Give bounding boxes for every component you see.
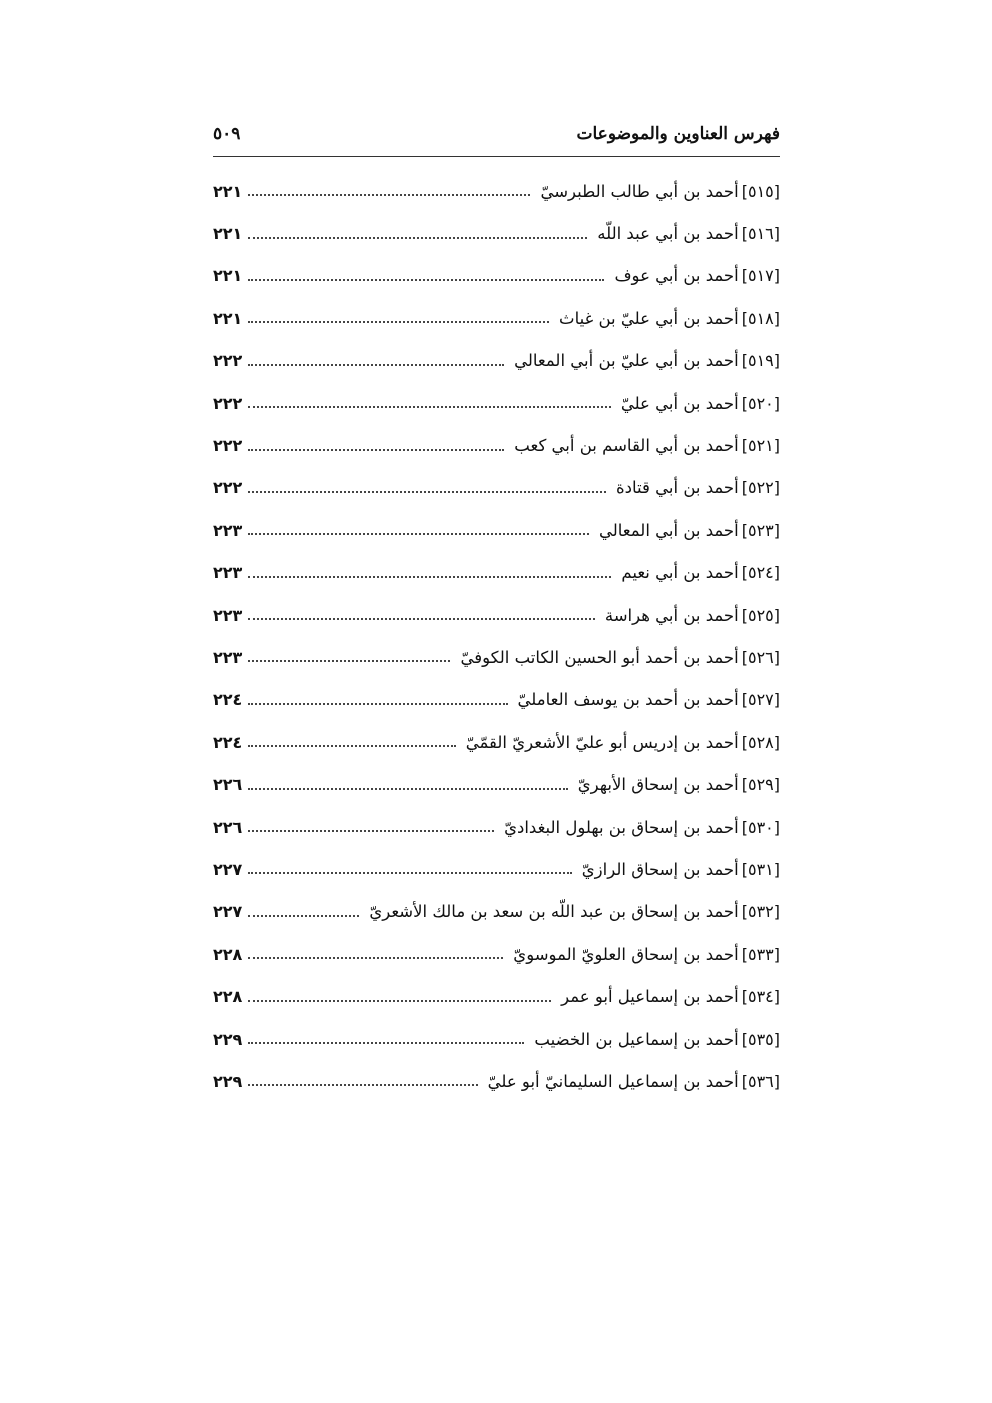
entry-title: أحمد بن أبي القاسم بن أبي كعب [514,436,739,456]
entry-page-number: ٢٢٢ [213,478,243,498]
entry-page-number: ٢٢٤ [213,732,243,752]
dot-leader [248,703,507,705]
dot-leader [248,491,606,493]
entry-page-number: ٢٢٧ [213,902,243,922]
entry-page-number: ٢٢٦ [213,775,243,795]
dot-leader [248,194,530,196]
toc-entry [213,933,780,975]
toc-entry [213,721,780,763]
entry-page-number: ٢٢١ [213,224,243,244]
dot-leader [248,618,595,620]
entry-page-number: ٢٢٣ [213,647,243,667]
dot-leader [248,1042,524,1044]
entry-number: [٥١٥] [741,181,780,201]
entry-number: [٥٣٥] [741,1029,780,1049]
entry-number: [٥٢٩] [741,775,780,795]
entry-title: أحمد بن أبي المعالي [599,520,739,540]
entry-title: أحمد بن إسحاق الأبهريّ [577,775,739,795]
entry-number: [٥٣٦] [741,1071,780,1091]
entry-page-number: ٢٢٢ [213,393,243,413]
dot-leader [248,576,611,578]
entry-title: أحمد بن أبي عليّ [620,393,739,413]
dot-leader [248,321,549,323]
entry-page-number: ٢٢٩ [213,1029,243,1049]
dot-leader [248,872,571,874]
toc-entry [213,467,780,509]
table-of-contents [213,170,780,1103]
entry-page-number: ٢٢٩ [213,1071,243,1091]
entry-title: أحمد بن أبي نعيم [621,563,739,583]
entry-title: أحمد بن إسماعيل السليمانيّ أبو عليّ [487,1071,739,1091]
entry-page-number: ٢٢١ [213,181,243,201]
entry-number: [٥٣٣] [741,944,780,964]
dot-leader [248,1000,551,1002]
entry-title: أحمد بن أبي عوف [614,266,739,286]
dot-leader [248,915,359,917]
entry-page-number: ٢٢٣ [213,563,243,583]
entry-number: [٥١٦] [741,224,780,244]
toc-entry [213,255,780,297]
toc-entry [213,679,780,721]
entry-title: أحمد بن إسحاق العلويّ الموسويّ [513,944,739,964]
toc-entry [213,552,780,594]
entry-title: أحمد بن أبي هراسة [604,605,739,625]
toc-entry [213,170,780,212]
entry-title: أحمد بن أبي عليّ بن غياث [559,308,739,328]
entry-title: أحمد بن أبي طالب الطبرسيّ [540,181,739,201]
toc-entry [213,424,780,466]
entry-title: أحمد بن أبي عليّ بن أبي المعالي [514,351,739,371]
entry-title: أحمد بن إدريس أبو عليّ الأشعريّ القمّيّ [465,732,739,752]
entry-number: [٥٢٥] [741,605,780,625]
entry-number: [٥٣٠] [741,817,780,837]
entry-number: [٥٣١] [741,859,780,879]
entry-number: [٥٢١] [741,436,780,456]
dot-leader [248,533,589,535]
entry-number: [٥٣٢] [741,902,780,922]
dot-leader [248,788,567,790]
entry-page-number: ٢٢٦ [213,817,243,837]
toc-entry [213,763,780,805]
entry-title: أحمد بن إسماعيل بن الخضيب [534,1029,739,1049]
header-divider [213,156,780,157]
toc-entry [213,382,780,424]
running-header [213,120,780,154]
entry-number: [٥٣٤] [741,987,780,1007]
toc-entry [213,1018,780,1060]
entry-page-number: ٢٢٣ [213,520,243,540]
entry-title: أحمد بن أحمد بن يوسف العامليّ [517,690,739,710]
entry-title: أحمد بن إسماعيل أبو عمر [561,987,739,1007]
entry-page-number: ٢٢٨ [213,944,243,964]
dot-leader [248,279,604,281]
dot-leader [248,957,503,959]
toc-entry [213,297,780,339]
toc-entry [213,1060,780,1102]
toc-entry [213,212,780,254]
entry-number: [٥١٧] [741,266,780,286]
toc-entry [213,636,780,678]
entry-page-number: ٢٢٨ [213,987,243,1007]
entry-number: [٥٢٢] [741,478,780,498]
entry-page-number: ٢٢٤ [213,690,243,710]
toc-entry [213,594,780,636]
toc-entry [213,806,780,848]
dot-leader [248,237,587,239]
entry-title: أحمد بن إسحاق بن بهلول البغداديّ [504,817,739,837]
header-title: فهرس العناوين والموضوعات [576,124,780,144]
entry-title: أحمد بن أبي قتادة [616,478,739,498]
entry-page-number: ٢٢١ [213,266,243,286]
entry-number: [٥٢٨] [741,732,780,752]
entry-number: [٥١٩] [741,351,780,371]
toc-entry [213,891,780,933]
entry-number: [٥٢٣] [741,520,780,540]
dot-leader [248,660,450,662]
dot-leader [248,745,455,747]
toc-entry [213,975,780,1017]
entry-title: أحمد بن أحمد أبو الحسين الكاتب الكوفيّ [460,647,739,667]
entry-title: أحمد بن أبي عبد اللّه [597,224,739,244]
entry-page-number: ٢٢٣ [213,605,243,625]
entry-page-number: ٢٢٧ [213,859,243,879]
entry-number: [٥٢٦] [741,647,780,667]
toc-entry [213,848,780,890]
dot-leader [248,830,494,832]
entry-title: أحمد بن إسحاق الرازيّ [581,859,739,879]
dot-leader [248,449,504,451]
toc-entry [213,340,780,382]
entry-number: [٥٢٤] [741,563,780,583]
dot-leader [248,406,611,408]
dot-leader [248,364,504,366]
entry-page-number: ٢٢٢ [213,436,243,456]
entry-page-number: ٢٢٢ [213,351,243,371]
toc-entry [213,509,780,551]
entry-number: [٥٢٠] [741,393,780,413]
header-page-number: ٥٠٩ [213,124,241,144]
entry-number: [٥٢٧] [741,690,780,710]
entry-number: [٥١٨] [741,308,780,328]
entry-title: أحمد بن إسحاق بن عبد اللّه بن سعد بن مالك الأشعريّ [369,902,739,922]
entry-page-number: ٢٢١ [213,308,243,328]
dot-leader [248,1084,477,1086]
